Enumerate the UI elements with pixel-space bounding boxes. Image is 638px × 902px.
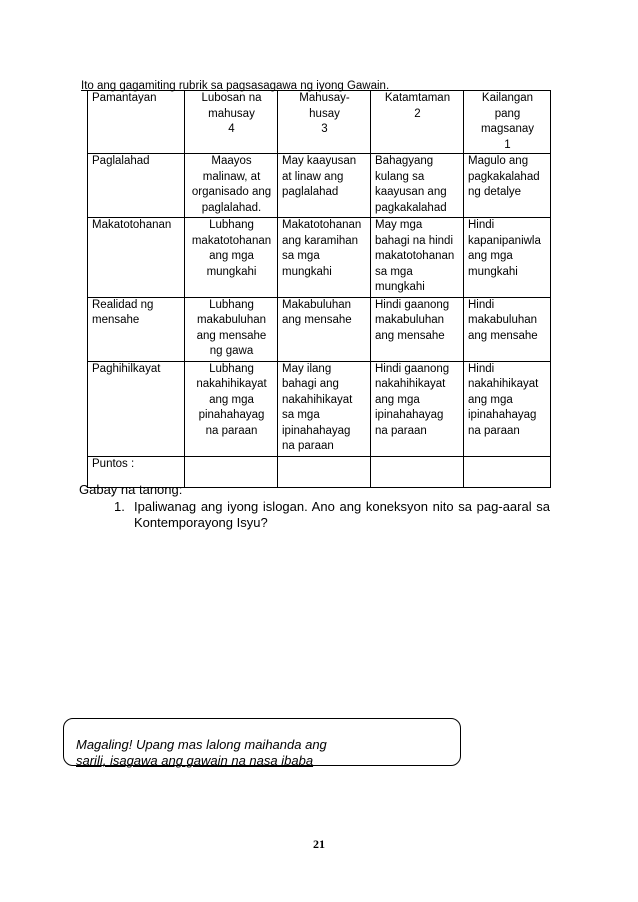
rubric-cell: Maayos malinaw, at organisado ang paglalahad.	[185, 154, 278, 218]
header-cell: Kailangan pang magsanay 1	[464, 91, 551, 154]
header-cell: Katamtaman 2	[371, 91, 464, 154]
score-cell	[185, 456, 278, 487]
criterion-cell: Paghihilkayat	[88, 361, 185, 456]
score-cell	[278, 456, 371, 487]
rubric-cell: Hindi gaanong nakahihikayat ang mga ipinahahayag na paraan	[371, 361, 464, 456]
rubric-cell: May ilang bahagi ang nakahihikayat sa mga ipinahahayag na paraan	[278, 361, 371, 456]
page-number: 21	[313, 837, 325, 851]
rubric-cell: Hindi nakahihikayat ang mga ipinahahayag na paraan	[464, 361, 551, 456]
table-row	[88, 297, 551, 361]
rubric-table	[87, 90, 551, 488]
rubric-cell: Makatotohanan ang karamihan sa mga mungkahi	[278, 218, 371, 298]
note-text	[76, 737, 356, 769]
header-cell: Pamantayan	[88, 91, 185, 154]
rubric-cell: Hindi kapanipaniwla ang mga mungkahi	[464, 218, 551, 298]
criterion-cell: Realidad ng mensahe	[88, 297, 185, 361]
rubric-header-row	[88, 91, 551, 154]
guide-questions-title: Gabay na tanong:	[79, 482, 183, 497]
table-row	[88, 154, 551, 218]
score-cell	[464, 456, 551, 487]
table-row	[88, 361, 551, 456]
rubric-cell: Hindi makabuluhan ang mensahe	[464, 297, 551, 361]
score-label: Puntos :	[88, 456, 185, 487]
rubric-cell: Lubhang nakahihikayat ang mga pinahahayag na paraan	[185, 361, 278, 456]
rubric-cell: Hindi gaanong makabuluhan ang mensahe	[371, 297, 464, 361]
rubric-cell: Lubhang makabuluhan ang mensahe ng gawa	[185, 297, 278, 361]
table-row	[88, 218, 551, 298]
header-cell: Mahusay- husay 3	[278, 91, 371, 154]
score-cell	[371, 456, 464, 487]
rubric-cell: Lubhang makatotohanan ang mga mungkahi	[185, 218, 278, 298]
rubric-cell: Magulo ang pagkakalahad ng detalye	[464, 154, 551, 218]
note-line: sarili, isagawa ang gawain na nasa ibaba	[76, 753, 314, 768]
rubric-cell: May kaayusan at linaw ang paglalahad	[278, 154, 371, 218]
question-text: Ipaliwanag ang iyong islogan. Ano ang koneksyon nito sa pag-aaral sa Kontemporayong Isyu?	[134, 499, 550, 530]
note-line: Magaling! Upang mas lalong maihanda ang	[76, 737, 327, 752]
criterion-cell: Paglalahad	[88, 154, 185, 218]
rubric-cell: Bahagyang kulang sa kaayusan ang pagkakalahad	[371, 154, 464, 218]
rubric-cell: Makabuluhan ang mensahe	[278, 297, 371, 361]
rubric-intro: Ito ang gagamiting rubrik sa pagsasagawa ng iyong Gawain.	[81, 80, 390, 92]
question-number: 1.	[114, 499, 125, 514]
header-cell: Lubosan na mahusay 4	[185, 91, 278, 154]
criterion-cell: Makatotohanan	[88, 218, 185, 298]
rubric-cell: May mga bahagi na hindi makatotohanan sa mga mungkahi	[371, 218, 464, 298]
